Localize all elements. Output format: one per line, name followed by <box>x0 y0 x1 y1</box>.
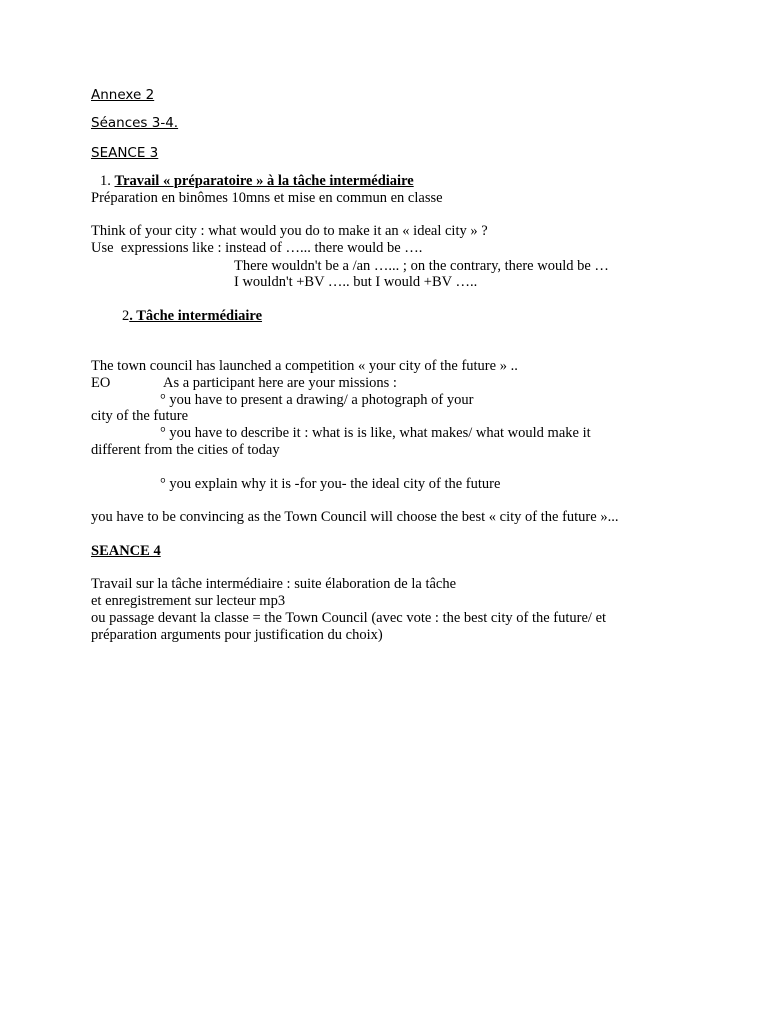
prep-line: Préparation en binômes 10mns et mise en commun en classe <box>91 190 443 206</box>
mission-2-line-b: different from the cities of today <box>91 442 280 458</box>
seances-title: Séances 3-4. <box>91 115 179 131</box>
expression-3: I wouldn't +BV ….. but I would +BV ….. <box>234 274 478 290</box>
mission-1-line-a: ° you have to present a drawing/ a photograph of your <box>160 392 474 408</box>
item2-line <box>122 308 262 325</box>
eo-label: EO <box>91 375 111 391</box>
seance4-line-3: ou passage devant la classe = the Town Council (avec vote : the best city of the future/ et <box>91 610 607 626</box>
item1-title: Travail « préparatoire » à la tâche intermédiaire <box>114 173 414 189</box>
mission-3-line: ° you explain why it is -for you- the ideal city of the future <box>160 476 501 492</box>
convincing-line: you have to be convincing as the Town Council will choose the best « city of the future »... <box>91 509 619 525</box>
item1-line <box>100 173 414 190</box>
annexe-title: Annexe 2 <box>91 87 155 103</box>
seance4-line-2: et enregistrement sur lecteur mp3 <box>91 593 286 609</box>
mission-2-line-a: ° you have to describe it : what is is like, what makes/ what would make it <box>160 425 591 441</box>
seance3-heading: SEANCE 3 <box>91 145 159 161</box>
eo-text: As a participant here are your missions : <box>163 375 397 391</box>
use-prefix: Use expressions like : <box>91 240 226 256</box>
mission-1-line-b: city of the future <box>91 408 189 424</box>
seance4-line-1: Travail sur la tâche intermédiaire : suite élaboration de la tâche <box>91 576 457 592</box>
seance4-line-4: préparation arguments pour justification du choix) <box>91 627 383 643</box>
expression-2: There wouldn't be a /an …... ; on the contrary, there would be … <box>234 258 609 274</box>
item2-title: . Tâche intermédiaire <box>129 308 263 324</box>
item1-number: 1. <box>100 173 115 189</box>
expression-1: instead of …... there would be …. <box>225 240 423 256</box>
use-line <box>91 240 422 257</box>
item2-number: 2 <box>122 308 130 324</box>
seance4-heading: SEANCE 4 <box>91 543 161 559</box>
council-line: The town council has launched a competition « your city of the future » .. <box>91 358 518 374</box>
think-line: Think of your city : what would you do to make it an « ideal city » ? <box>91 223 488 239</box>
